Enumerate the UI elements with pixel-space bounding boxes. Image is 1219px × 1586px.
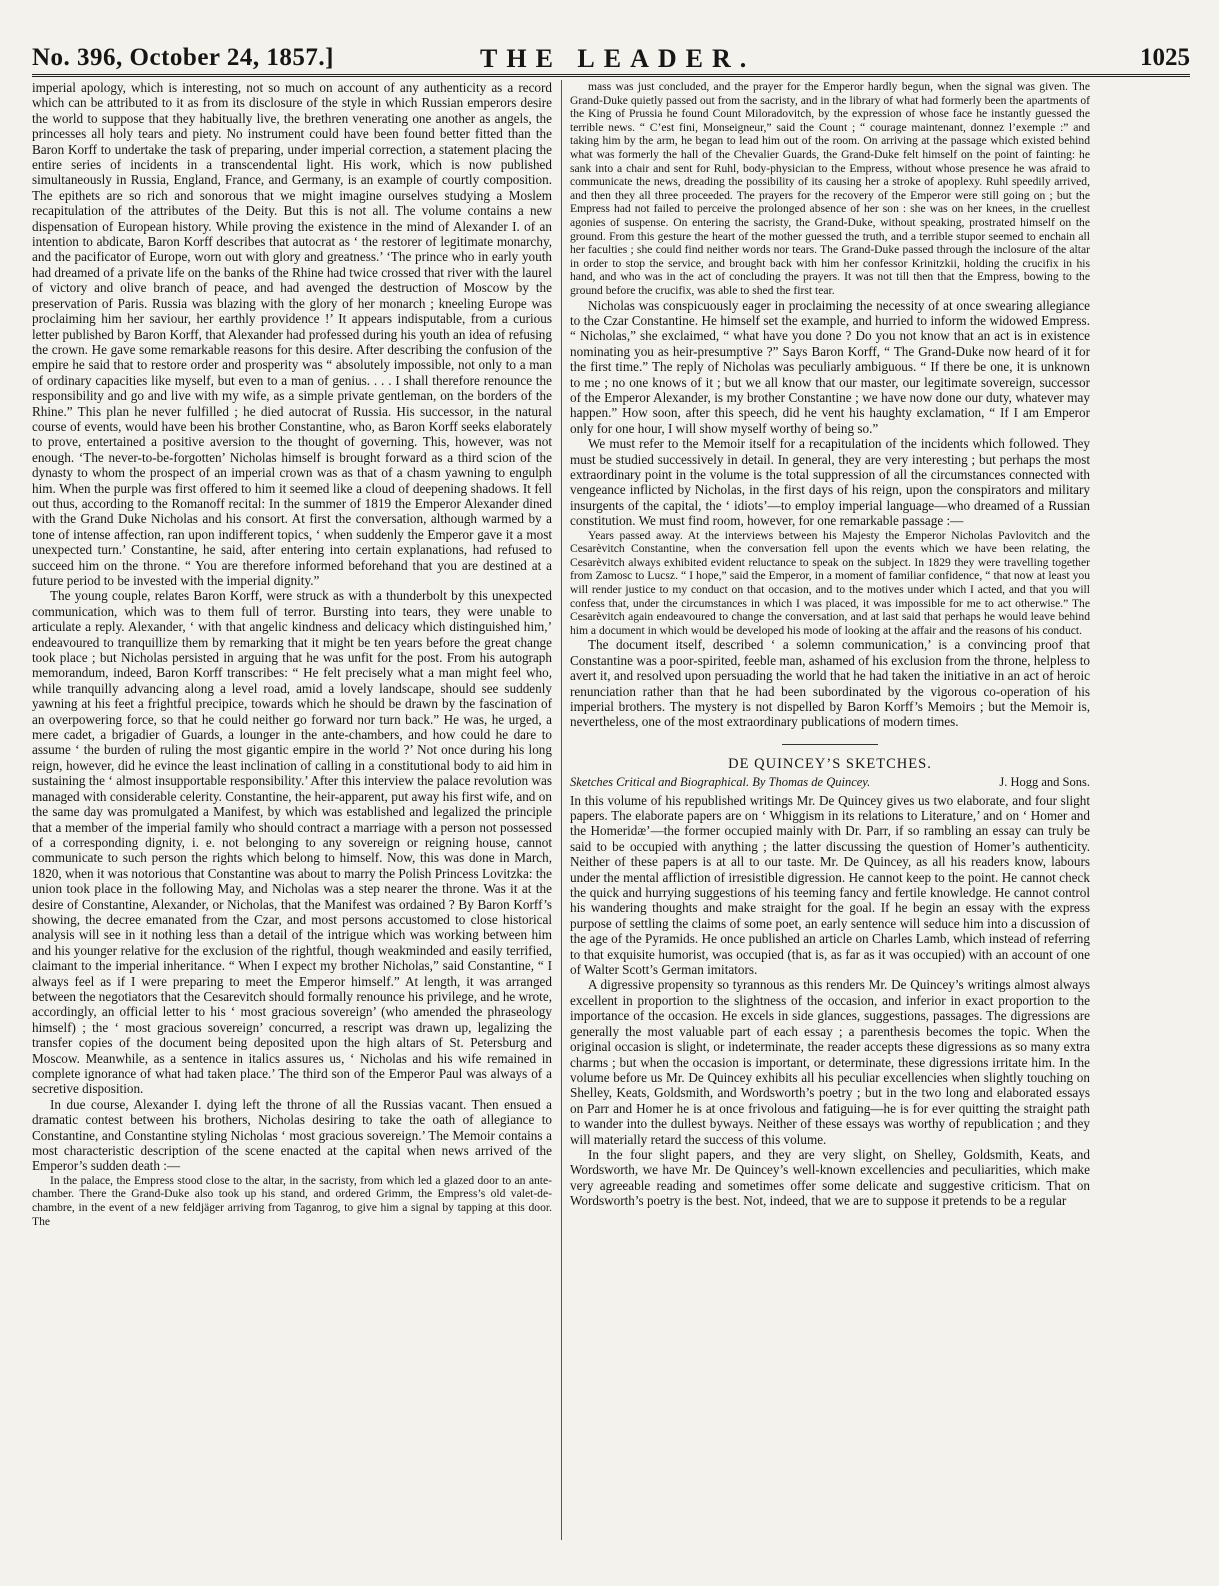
right-paragraph-3: The document itself, described ‘ a solemn communication,’ is a convincing proof that Constantine was a poor-spirited, feeble man, ashamed of his exclusion from the throne, helpless to avert it, and resolved upon persuading the world that he had taken the initiative in an act of heroic renunciation rather than that he had been subordinated by the vigorous co-operation of his imperial brothers. The mystery is not dispelled by Baron Korff’s Memoirs ; but the Memoir is, nevertheless, one of the most extraordinary publications of modern times. bbox=[570, 637, 1090, 730]
left-paragraph-2: The young couple, relates Baron Korff, were struck as with a thunderbolt by this unexpected communication, which was to them full of terror. Bursting into tears, they were unable to articulate a reply. Alexander, ‘ with that angelic kindness and delicacy which distinguished him,’ endeavoured to tranquillize them by remarking that it might be ten years before the great change took place ; but Nicholas persisted in arguing that he was unfit for the post. From his autograph memorandum, indeed, Baron Korff transcribes: “ He felt precisely what a man might feel who, while tranquilly advancing along a level road, amid a lovely landscape, should see suddenly yawning at his feet a frightful precipice, towards which he should be drawn by the fascination of an overpowering force, so that he could neither go forward nor turn back.” He was, he urged, a mere cadet, a brigadier of Guards, a lounger in the ante-chambers, and how could he dare to assume ‘ the burden of ruling the most gigantic empire in the world ?’ Not once during his long reign, however, did he evince the least inclination of calling in a constitutional body to aid him in sustaining the ‘ almost insupportable responsibility.’ After this interview the palace revolution was managed with considerable celerity. Constantine, the heir-apparent, put away his first wife, and on the same day was promulgated a Manifest, by which was established and legalized the principle that a member of the imperial family who should contract a marriage with a person not possessed of a corresponding dignity, i. e. not belonging to any sovereign or reigning house, cannot communicate to such person the rights which belong to himself. Now, this was done in March, 1820, when it was notorious that Constantine was about to marry the Polish Princess Lovitzka: the union took place in the following May, and Nicholas was a step nearer the throne. Was it at the desire of Constantine, Alexander, or Nicholas, that the Manifest was ordained ? By Baron Korff’s showing, the decree emanated from the Czar, and most persons accustomed to close historical analysis will see in it nothing less than a detail of the intrigue which was working between him and his younger relative for the exclusion of the rightful, though weakminded and easily terrified, claimant to the imperial inheritance. “ When I expect my brother Nicholas,” said Constantine, “ I always feel as if I were preparing to meet the Emperor himself.” At length, it was arranged between the negotiators that the Cesarevitch should formally renounce his privilege, and he wrote, accordingly, an official letter to his ‘ most gracious sovereign’ (who amended the phraseology himself) ; the ‘ most gracious sovereign’ concurred, a rescript was drawn up, legalizing the transfer copies of the document being deposited upon the high altars of St. Petersburg and Moscow. Meanwhile, as a sentence in italics assures us, ‘ Nicholas and his wife remained in complete ignorance of what had taken place.’ The third son of the Emperor Paul was always of a secretive disposition. bbox=[32, 588, 552, 1097]
newspaper-title: THE LEADER. bbox=[480, 44, 756, 73]
section-title: DE QUINCEY’S SKETCHES. bbox=[728, 755, 932, 772]
right-quote-continued: mass was just concluded, and the prayer for the Emperor hardly begun, when the signal was given. The Grand-Duke quietly passed out from the sacristy, and in the library of what had formerly been the apartments of the King of Prussia he found Count Miloradovitch, by the expression of whose face he instantly guessed the terrible news. “ C’est fini, Monseigneur,” said the Count ; “ courage maintenant, donnez l’exemple :” and taking him by the arm, he began to lead him out of the room. On arriving at the passage which existed behind what was formerly the hall of the Chevalier Guards, the Grand-Duke felt himself on the point of fainting: he sank into a chair and sent for Ruhl, body-physician to the Empress, without whose presence he was afraid to communicate the news, dreading the possibility of its causing her a stroke of apoplexy. Ruhl speedily arrived, and then they all three proceeded. The prayers for the recovery of the Emperor were still going on ; but the Empress had not failed to perceive the prolonged absence of her son : she was on her knees, in the cruellest agonies of suspense. On entering the sacristy, the Grand-Duke, without speaking, prostrated himself on the ground. From this gesture the heart of the mother guessed the truth, and a terrible stupor seemed to enchain all her faculties ; she could find neither words nor tears. The Grand-Duke passed through the inclosure of the altar in order to stop the service, and brought back with him her confessor Krinitzkii, holding the crucifix in his hand, and who was in the act of concluding the prayers. It was not till then that the Empress, bowing to the ground before the crucifix, was able to shed the first tear. bbox=[570, 80, 1090, 297]
column-divider bbox=[561, 80, 562, 1540]
left-paragraph-3: In due course, Alexander I. dying left the throne of all the Russias vacant. Then ensued a dramatic contest between his brothers, Nicholas desiring to take the oath of allegiance to Constantine, and Constantine styling Nicholas ‘ most gracious sovereign.’ The Memoir contains a most characteristic description of the scene enacted at the capital when news arrived of the Emperor’s sudden death :— bbox=[32, 1096, 552, 1174]
page-number: 1025 bbox=[1140, 44, 1190, 71]
review-publisher: J. Hogg and Sons. bbox=[999, 775, 1090, 790]
left-quote: In the palace, the Empress stood close to the altar, in the sacristy, from which led a glazed door to an ante-chamber. There the Grand-Duke also took up his stand, and ordered Grimm, the Empress’s old valet-de-chambre, in the event of a new feldjäger arriving from Taganrog, to give him a signal by tapping at this door. The bbox=[32, 1173, 552, 1228]
section-rule bbox=[782, 744, 878, 753]
review-paragraph-3: In the four slight papers, and they are very slight, on Shelley, Goldsmith, Keats, and Wordsworth, we have Mr. De Quincey’s well-known excellencies and peculiarities, which make very agreeable reading and sometimes offer some delicate and suggestive criticism. That on Wordsworth’s poetry is the best. Not, indeed, that we are to suppose it pretends to be a regular bbox=[570, 1146, 1090, 1209]
page-header bbox=[32, 42, 1190, 76]
left-column bbox=[32, 80, 552, 1570]
left-paragraph-1: imperial apology, which is interesting, not so much on account of any authenticity as a record which can be attributed to it as from its disclosure of the style in which Russian emperors desire the world to suppose that they habitually live, the brethren venerating one another as angels, the princesses all holy tears and piety. No instrument could have been found better fitted than the Baron Korff to undertake the task of preparing, under imperial correction, a statement placing the entire series of incidents in a transcendental light. His work, which is now published simultaneously in Russia, England, France, and Germany, is an example of courtly composition. The epithets are so rich and sonorous that we might imagine ourselves studying a Moslem recapitulation of the attributes of the Deity. But this is not all. The volume contains a new dispensation of European history. While proving the existence in the mind of Alexander I. of an intention to abdicate, Baron Korff describes that autocrat as ‘ the restorer of legitimate monarchy, and the pacificator of Europe, worn out with glory and greatness.’ ‘The prince who in early youth had dreamed of a private life on the banks of the Rhine had twice crossed that river with the laurel of victory and olive branch of peace, and had avenged the destruction of Moscow by the preservation of Paris. Russia was blazing with the glory of her monarch ; kneeling Europe was proclaiming him her saviour, her earthly providence !’ It appears indisputable, from a curious letter published by Baron Korff, that Alexander had professed during his youth an idea of refusing the crown. He gave some remarkable reasons for this desire. After describing the confusion of the empire he said that to restore order and prosperity was “ absolutely impossible, not only to a man of ordinary capacities like myself, but even to a man of genius. . . . I shall therefore renounce the responsibility and go and live with my wife, as a simple private gentleman, on the borders of the Rhine.” This plan he never fulfilled ; he died autocrat of Russia. His successor, in the natural course of events, would have been his brother Constantine, who, as Baron Korff seeks elaborately to prove, entertained a positive aversion to the thought of governing. This, however, was not enough. ‘The never-to-be-forgotten’ Nicholas himself is brought forward as a third scion of the dynasty to whom the prospect of an imperial crown was as that of a chasm yawning to engulph him. When the purple was first offered to him it seemed like a cloud of deepening shadows. It fell out thus, according to the Romanoff recital: In the summer of 1819 the Emperor Alexander dined with the Grand Duke Nicholas and his consort. At first the conversation, although warmed by a tone of intense affection, ran upon indifferent topics, ‘ when suddenly the Emperor gave it a most unexpected turn.’ Constantine, he said, after entering into certain explanations, had refused to succeed him on the throne. “ You are therefore informed beforehand that you are destined at a future period to be invested with the imperial dignity.” bbox=[32, 80, 552, 588]
review-title: Sketches Critical and Biographical. By Thomas de Quincey. bbox=[570, 775, 871, 790]
right-column bbox=[570, 80, 1090, 1570]
right-paragraph-1: Nicholas was conspicuously eager in proclaiming the necessity of at once swearing allegiance to the Czar Constantine. He himself set the example, and hurried to inform the widowed Empress. “ Nicholas,” she exclaimed, “ what have you done ? Do you not know that an act is in existence nominating you as heir-presumptive ?” Says Baron Korff, “ The Grand-Duke now heard of it for the first time.” The reply of Nicholas was peculiarly ambiguous. “ If there be one, it is unknown to me ; no one knows of it ; but we all know that our master, our legitimate sovereign, successor of the Emperor Alexander, is my brother Constantine ; we have now done our duty, whatever may happen.” How soon, after this speech, did he vent his haughty exclamation, “ If I am Emperor only for one hour, I will show myself worthy of being so.” bbox=[570, 297, 1090, 436]
review-paragraph-1: In this volume of his republished writings Mr. De Quincey gives us two elaborate, and four slight papers. The elaborate papers are on ‘ Whiggism in its relations to Literature,’ and on ‘ Homer and the Homeridæ’—the former occupied mainly with Dr. Parr, if so rambling an essay can truly be said to be occupied with anything ; the latter discussing the question of Homer’s authenticity. Neither of these papers is at all to our taste. Mr. De Quincey, as all his readers know, labours under the mental affliction of irresistible digression. He cannot keep to the point. He cannot check the quick and hurrying suggestions of his teeming fancy and fertile knowledge. He cannot control his wandering thoughts and make straight for the goal. If he begin an essay with the express purpose of settling the claims of some poet, an early sentence will seduce him into a discussion of the age of the Pyramids. He once published an article on Charles Lamb, which instead of referring to that exquisite humorist, was occupied (that is, as far as it was occupied) with an account of one of Walter Scott’s German imitators. bbox=[570, 792, 1090, 978]
right-quote-2: Years passed away. At the interviews between his Majesty the Emperor Nicholas Pavlovitch and the Cesarèvitch Constantine, when the conversation fell upon the events which we have been relating, the Cesarèvitch always exhibited evident reluctance to speak on the subject. In 1829 they were travelling together from Zamosc to Lucsz. “ I hope,” said the Emperor, in a moment of familiar confidence, “ that now at least you will render justice to my conduct on that occasion, and to the motives under which I acted, and that you will confess that, under the circumstances in which I was placed, it was impossible for me to act otherwise.” The Cesarèvitch again endeavoured to change the conversation, and at last said that perhaps he would leave behind him a document in which would be developed his mode of looking at the affair and the reasons of his conduct. bbox=[570, 528, 1090, 637]
review-paragraph-2: A digressive propensity so tyrannous as this renders Mr. De Quincey’s writings almost always excellent in proportion to the slightness of the occasion, and inferior in exact proportion to the importance of the occasion. He excels in side glances, suggestions, passages. The digressions are generally the most valuable part of each essay ; a parenthesis becomes the topic. When the original occasion is slight, or indeterminate, the reader accepts these digressions as so many extra charms ; but when the occasion is important, or determinate, these digressions irritate him. In the volume before us Mr. De Quincey exhibits all his peculiar excellencies when slightly touching on Shelley, Keats, Goldsmith, and Wordsworth’s poetry ; but in the two long and elaborated essays on Parr and Homer he is at once frivolous and fatiguing—he is for ever quitting the straight path to wander into the dullest byways. Neither of these essays was worthy of republication ; and they will materially retard the success of this volume. bbox=[570, 977, 1090, 1147]
right-paragraph-2: We must refer to the Memoir itself for a recapitulation of the incidents which followed. They must be studied successively in detail. In general, they are very interesting ; but perhaps the most extraordinary point in the volume is the total suppression of all the circumstances connected with vengeance inflicted by Nicholas, in the first days of his reign, upon the conspirators and military insurgents of the capital, the ‘ idiots’—to employ imperial language—who dreamed of a Russian constitution. We must find room, however, for one remarkable passage :— bbox=[570, 436, 1090, 529]
issue-date: No. 396, October 24, 1857.] bbox=[32, 44, 334, 71]
review-citation bbox=[570, 775, 1090, 790]
header-rule bbox=[32, 74, 1190, 77]
